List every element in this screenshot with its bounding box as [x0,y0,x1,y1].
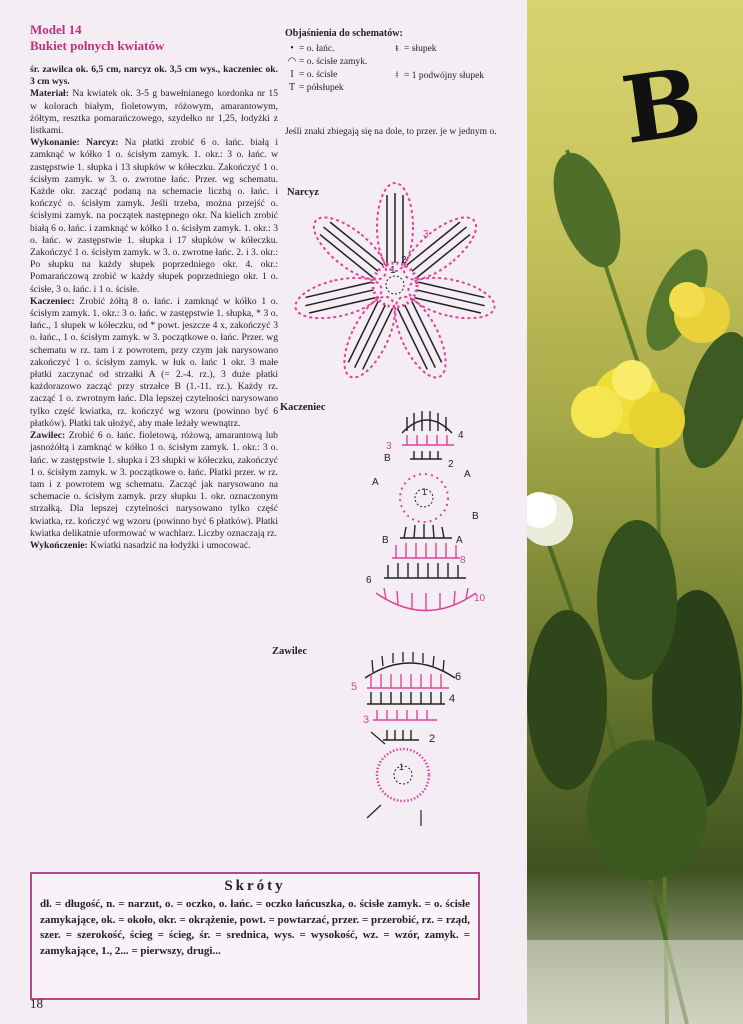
narcyz-petals [292,183,499,385]
section-kaczeniec: Kaczeniec: Zrobić żółtą 8 o. łańc. i zamknąć w kółko 1 o. ścisłym zamyk. 1. okr.: 3 o. łańc. w zastępstwie 1. słupka, * 3 o. łańc., 1 słupek w kółeczku, od * powt. jeszcze 4 x, zakończyć 3 o. łańc., 1 o. ścisłym zamyk. w 3. początkowe o. łańc. Przer. wg schematu w rz. tam i z powrotem, przy czym jak narysowano zakończyć 1 o. ścisłym zamyk. w łuk o. łańc 1 okr. 3 małe płatki zaczynać od strzałki A (= 2.-4. rz.), 3 duże płatki każdorazowo zacząć przy strzałce B (1.-11. rz.). Każdy rz. zacząć 1 o. zwrotnym łańc. Dla lepszej czytelności narysowano tylko część kwiatka, rz. kończyć wg wzoru (powinno być 6 płatków). Płatki tak ułożyć, aby małe leżały wewnątrz. [30,295,278,429]
legend [285,28,520,94]
diagram-label-zawilec: Zawilec [272,646,307,657]
kaczeniec-row-1: 1 [422,487,428,497]
abbreviations-box [30,872,480,1000]
zawilec-row-5: 5 [351,681,358,693]
legend-item: ǂ = 1 podwójny słupek [390,69,484,82]
chain-dot-icon: • [290,43,294,54]
diagram-label-kaczeniec: Kaczeniec [280,402,326,413]
zawilec-row-4: 4 [449,693,456,705]
diagram-label-narcyz: Narcyz [287,187,319,198]
kaczeniec-row-8: 8 [460,555,466,566]
section-badge: B [615,47,708,165]
kaczeniec-row-2: 2 [448,459,454,470]
kaczeniec-mark-b: B [384,453,391,464]
kaczeniec-mark-a: A [464,469,471,480]
zawilec-row-2: 2 [429,733,436,745]
abbreviations-title: Skróty [224,878,286,894]
kaczeniec-row-6: 6 [366,575,372,586]
treble-crochet-icon: ǂ [395,70,399,81]
legend-item: I = o. ścisłe [285,68,390,81]
kaczeniec-row-4: 4 [458,430,464,441]
legend-item: T = półsłupek [285,81,390,94]
model-title: Bukiet polnych kwiatów [30,38,165,53]
kaczeniec-row-3: 3 [386,441,392,452]
kaczeniec-mark-b: B [382,535,389,546]
section-wykonczenie: Wykończenie: Kwiatki nasadzić na łodyżki i umocować. [30,539,251,551]
legend-title: Objaśnienia do schematów: [285,28,403,39]
model-number: Model 14 [30,22,82,37]
zawilec-row-1: 1 [399,762,405,772]
narcyz-diagram [285,180,505,390]
narcyz-row-1: 1 [390,265,396,276]
legend-item: • = o. łańc. [285,42,390,55]
material-text: Materiał: Na kwiatek ok. 3-5 g bawełnianego kordonka nr 15 w kolorach białym, fioletowym, różowym, amarantowym, żółtym, resztka pomarańczowego, szydełko nr 1,25, łodyżki z listkami. [30,88,278,137]
slip-stitch-icon: ◠ [287,56,297,67]
section-narcyz: Wykonanie: Narcyz: Na płatki zrobić 6 o. łańc. białą i zamknąć w kółko 1 o. ścisłym zamyk. 1. okr.: 3 o. łańc. w zastępstwie 1. słupka i 13 słupków w kółeczku. Zakończyć 1 o. ścisłym zamyk. w 3. o. zwrotne łańc. Przer. wg schematu. Każde okr. zacząć podaną na schemacie liczbą o. łańc. i kończyć o. ścisłym zamyk. Jeśli trzeba, można przejść o. ścisłymi zamyk. na początek następnego okr. Na kielich zrobić białą 6 o. łańc. i zamknąć w kółko 1 o. ścisłym zamyk. 1. okr.: 3 o. łańc. w zastępstwie 1. słupka i 17 słupków w kółeczku. Zakończyć 1 o. ścisłym zamyk. w 3. o. zwrotne łańc. 2. i 3. okr.: Po słupku na każdy słupek poprzedniego okr. 4. okr.: Pomarańczową zrobić w każdy słupek poprzedniego okr. 1 o. ścisłe, 3 o. łańc. i 1 o. ścisłe. [30,137,278,295]
half-double-icon: T [288,82,296,93]
zawilec-diagram [345,650,475,830]
kaczeniec-mark-b: B [472,511,479,522]
kaczeniec-mark-a: A [456,535,463,546]
kaczeniec-row-10: 10 [474,593,486,604]
flower-photo [527,0,743,1024]
sizes-text: śr. zawilca ok. 6,5 cm, narcyz ok. 3,5 cm wys., kaczeniec ok. 3 cm wys. [30,64,278,88]
narcyz-row-2: 2 [401,255,407,266]
narcyz-row-3: 3 [423,229,429,240]
legend-item: ◠ = o. ścisłe zamyk. [285,55,390,68]
abbreviations-text: dł. = długość, n. = narzut, o. = oczko, o. łańc. = oczko łańcuszka, o. ścisłe zamyk. = o. ścisłe zamykające, ok. = około, okr. = okrążenie, powt. = powtarzać, przer. = przerobić, rz. = rząd, szer. = szerokość, ścieg = ścieg, śr. = srednica, wys. = wysokość, wz. = wzór, zamyk. = zamykające, 1., 2... = pierwszy, drugi... [40,898,470,957]
zawilec-row-6: 6 [455,671,462,683]
single-crochet-icon: I [290,69,294,80]
kaczeniec-mark-a: A [372,477,379,488]
section-zawilec: Zawilec: Zrobić 6 o. łańc. fioletową, różową, amarantową lub jasnożółtą i zamknąć w kółko 1 o. ścisłym zamyk. 1. okr.: 3 o. łańc. w zastępstwie 1. słupka i 23 słupki w kółeczku, zakończyć 1 o. ścisłym zamyk. w 3. początkowe o. łańc. Płatki przer. w rz. tam i z powrotem wg schematu. Zacząć jak narysowano na schemacie o. ścisłym zamyk. przy słupku 1. okr. oznaczonym strzałką. Dla lepszej czytelności narysowano tylko część kwiatka, rz. kończyć wg wzoru (powinno być 6 płatków). Płatki kwiatka delikatnie uformować w wachlarz. Liczby oznaczają rz. [30,430,278,539]
page-number: 18 [30,996,43,1011]
kaczeniec-diagram [362,403,497,623]
instructions-column [30,22,278,552]
zawilec-row-3: 3 [363,714,370,726]
legend-item: ŧ = słupek [390,42,484,55]
double-crochet-icon: ŧ [395,43,399,54]
legend-note: Jeśli znaki zbiegają się na dole, to przer. je w jednym o. [285,127,497,137]
